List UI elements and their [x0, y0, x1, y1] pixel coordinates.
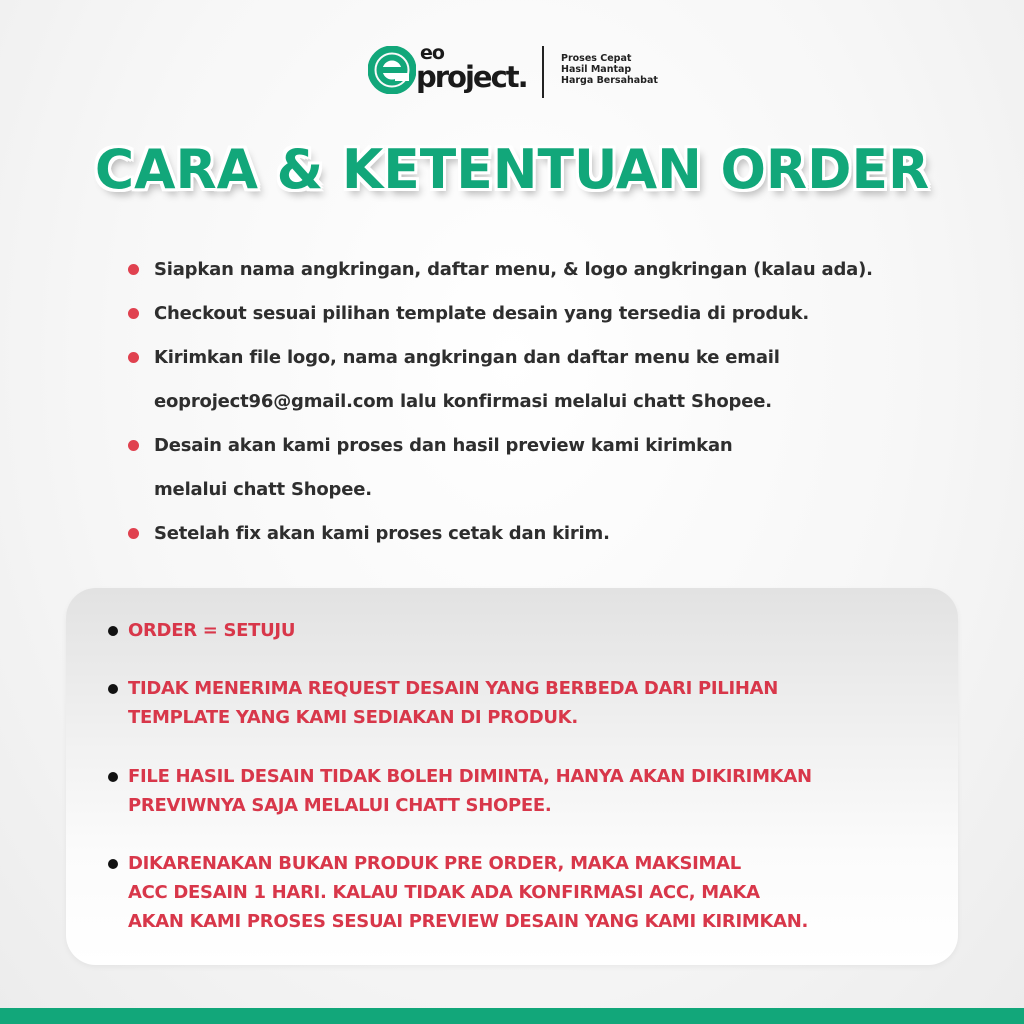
- brand-tagline: [561, 53, 658, 86]
- step-text: Setelah fix akan kami proses cetak dan kirim.: [154, 523, 610, 544]
- term-item: [106, 849, 808, 936]
- tagline-line: Harga Bersahabat: [561, 75, 658, 86]
- tagline-line: Proses Cepat: [561, 53, 632, 64]
- header-divider: [542, 46, 544, 98]
- term-item: [106, 674, 778, 732]
- term-text: DIKARENAKAN BUKAN PRODUK PRE ORDER, MAKA MAKSIMAL: [128, 853, 741, 874]
- term-text: ACC DESAIN 1 HARI. KALAU TIDAK ADA KONFIRMASI ACC, MAKA: [128, 882, 760, 903]
- step-item: [124, 512, 984, 556]
- bottom-accent-bar: [0, 1008, 1024, 1024]
- bullet-icon: [108, 684, 118, 694]
- term-item: [106, 616, 295, 645]
- step-item: [124, 292, 984, 336]
- step-item: [124, 248, 984, 292]
- step-text: melalui chatt Shopee.: [154, 479, 372, 500]
- term-text: AKAN KAMI PROSES SESUAI PREVIEW DESAIN YANG KAMI KIRIMKAN.: [128, 911, 809, 932]
- term-text: TEMPLATE YANG KAMI SEDIAKAN DI PRODUK.: [128, 707, 578, 728]
- step-text: Kirimkan file logo, nama angkringan dan daftar menu ke email: [154, 347, 780, 368]
- bullet-icon: [128, 528, 139, 539]
- step-text: eoproject96@gmail.com lalu konfirmasi melalui chatt Shopee.: [154, 391, 772, 412]
- step-item: [124, 336, 984, 424]
- bullet-icon: [128, 440, 139, 451]
- bullet-icon: [128, 308, 139, 319]
- step-text: Desain akan kami proses dan hasil preview kami kirimkan: [154, 435, 733, 456]
- terms-box: [66, 588, 958, 965]
- page-title: CARA & KETENTUAN ORDER: [94, 138, 930, 201]
- order-steps-list: [124, 248, 984, 556]
- bullet-icon: [108, 772, 118, 782]
- step-item: [124, 424, 984, 512]
- term-text: TIDAK MENERIMA REQUEST DESAIN YANG BERBEDA DARI PILIHAN: [128, 678, 779, 699]
- bullet-icon: [128, 264, 139, 275]
- tagline-line: Hasil Mantap: [561, 64, 632, 75]
- eo-logo-icon: [368, 46, 416, 94]
- term-text: PREVIWNYA SAJA MELALUI CHATT SHOPEE.: [128, 795, 552, 816]
- bullet-icon: [108, 626, 118, 636]
- bullet-icon: [128, 352, 139, 363]
- bullet-icon: [108, 859, 118, 869]
- step-text: Siapkan nama angkringan, daftar menu, & logo angkringan (kalau ada).: [154, 259, 873, 280]
- brand-header: [368, 44, 668, 100]
- term-text: FILE HASIL DESAIN TIDAK BOLEH DIMINTA, HANYA AKAN DIKIRIMKAN: [128, 766, 812, 787]
- step-text: Checkout sesuai pilihan template desain yang tersedia di produk.: [154, 303, 810, 324]
- logo-project-text: project.: [416, 60, 527, 94]
- term-item: [106, 762, 812, 820]
- logo-eo-text: eo: [420, 42, 444, 64]
- term-text: ORDER = SETUJU: [128, 620, 296, 641]
